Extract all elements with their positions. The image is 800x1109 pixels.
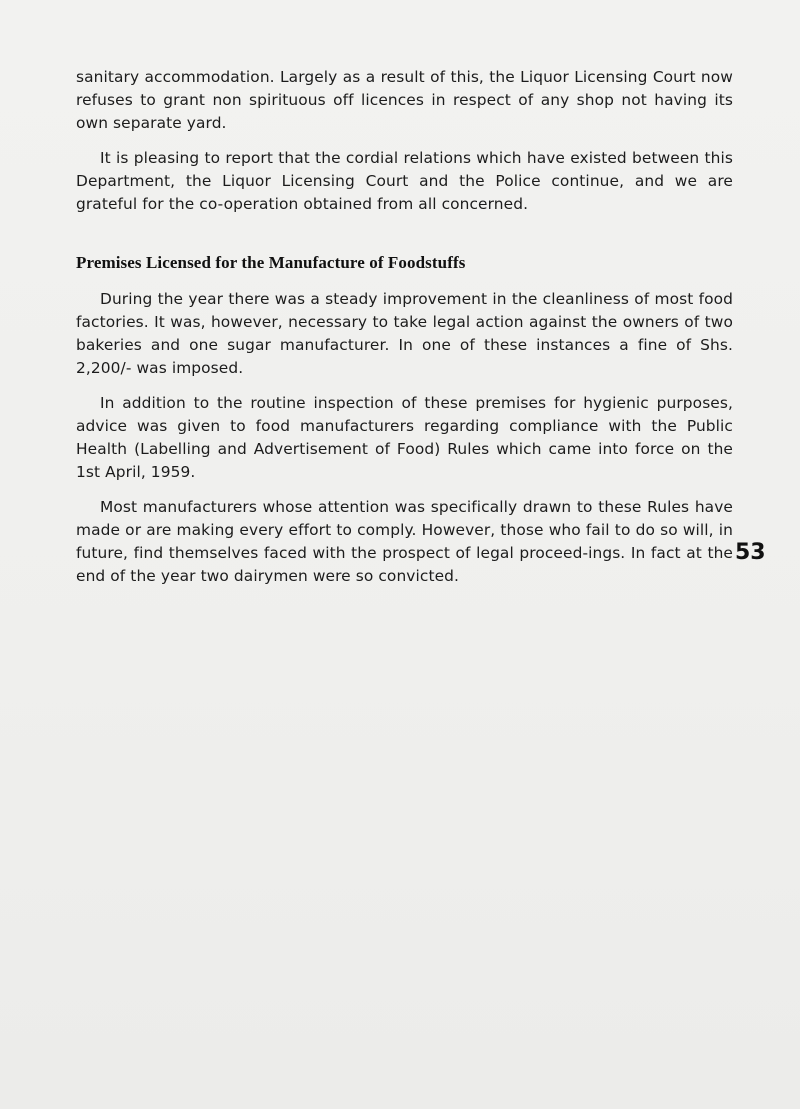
paragraph-labelling-rules: In addition to the routine inspection of these premises for hygienic purposes, advice was given to food manufacturers regarding compliance with the Public Health (Labelling and Advertisement of Food) Rules which came into force on the 1st April, 1959. <box>76 394 733 481</box>
paragraph-cordial-relations: It is pleasing to report that the cordial relations which have existed between this Department, the Liquor Licensing Court and the Police continue, and we are grateful for the co-operation obtained from all concerned. <box>76 149 733 213</box>
paragraph-food-factories: During the year there was a steady improvement in the cleanliness of most food factories. It was, however, necessary to take legal action against the owners of two bakeries and one sugar manufacturer. In one of these instances a fine of Shs. 2,200/- was imposed. <box>76 290 733 377</box>
section-heading: Premises Licensed for the Manufacture of Foodstuffs <box>76 253 466 272</box>
document-body <box>76 66 733 588</box>
paragraph-sanitary-accommodation: sanitary accommodation. Largely as a result of this, the Liquor Licensing Court now refuses to grant non spirituous off licences in respect of any shop not having its own separate yard. <box>76 68 733 132</box>
page-number: 53 <box>735 540 766 565</box>
paragraph-compliance: Most manufacturers whose attention was specifically drawn to these Rules have made or are making every effort to comply. However, those who fail to do so will, in future, find themselves faced with the prospect of legal proceed-ings. In fact at the end of the year two dairymen were so convicted. <box>76 498 733 585</box>
